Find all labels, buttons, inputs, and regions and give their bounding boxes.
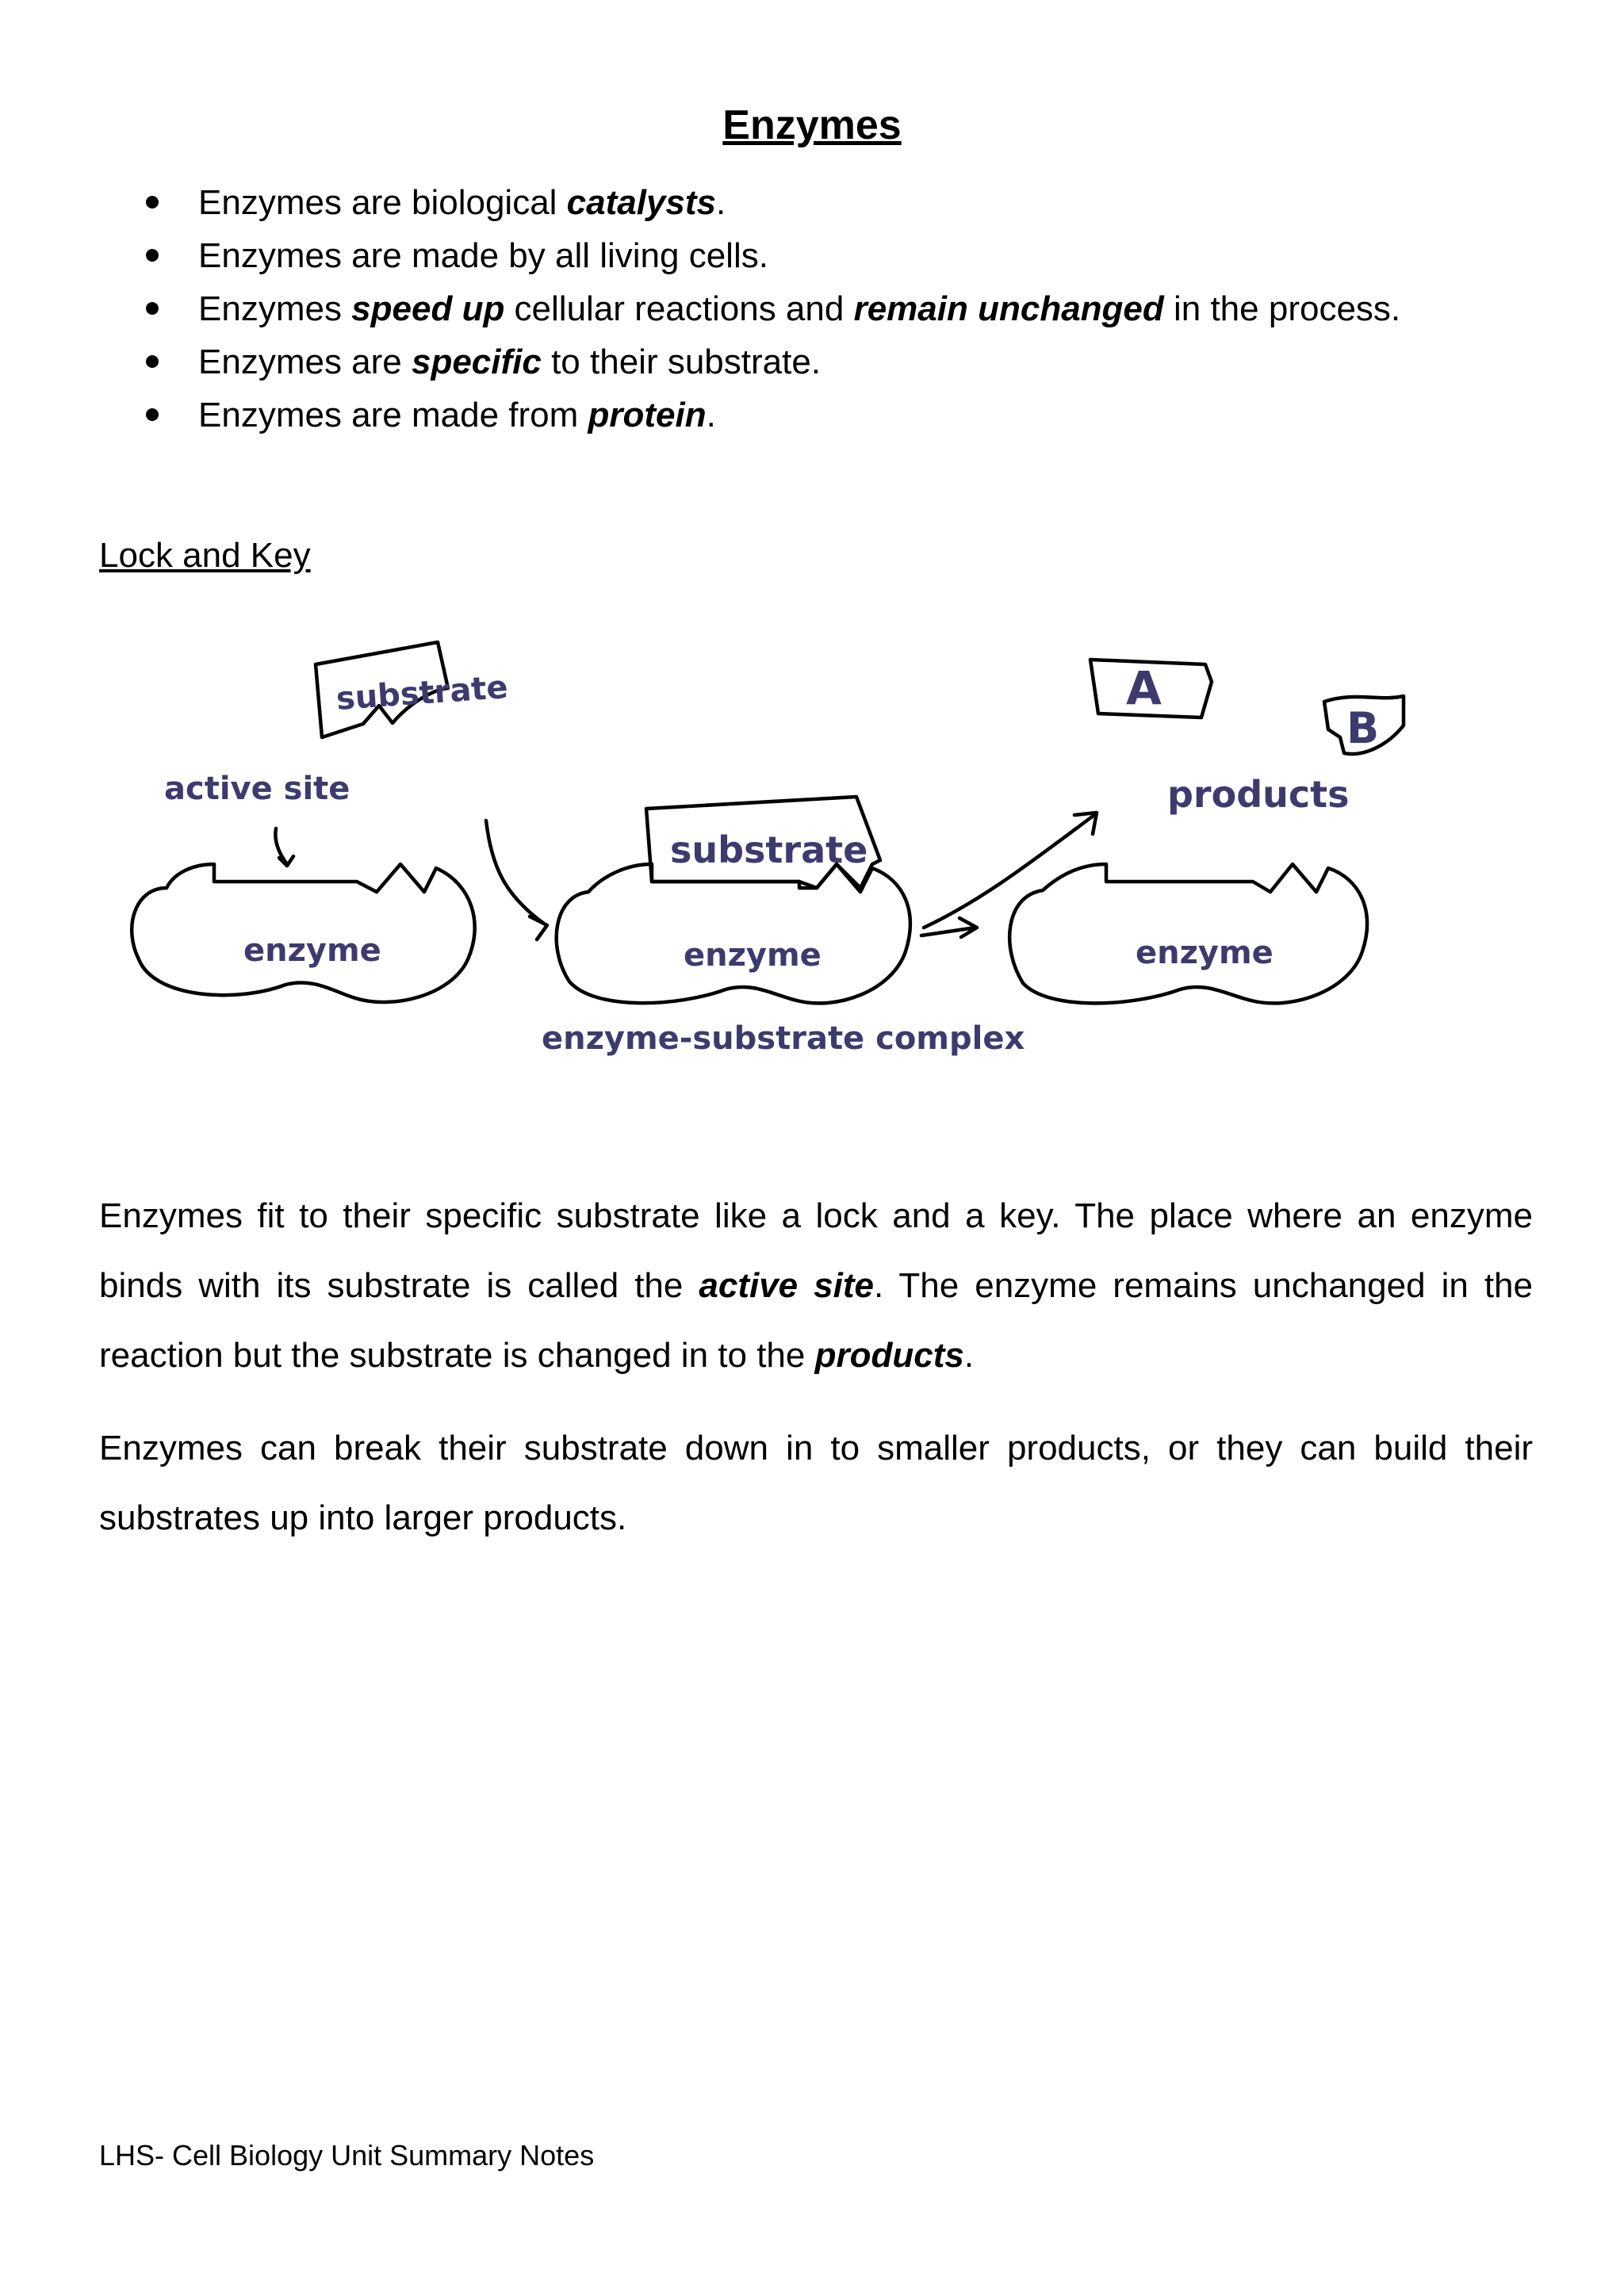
bullet-text: Enzymes are made from	[198, 396, 588, 434]
list-item	[143, 335, 1491, 388]
paragraph-text: .	[963, 1336, 975, 1375]
bullet-text: Enzymes are made by all living cells.	[198, 236, 768, 275]
bullet-emphasis: catalysts	[566, 183, 717, 222]
complex-substrate-label: substrate	[670, 828, 868, 871]
list-item	[143, 176, 1491, 229]
bullet-text: to their substrate.	[541, 342, 822, 381]
bullet-list	[143, 176, 1491, 442]
paragraph-emphasis: active site	[699, 1266, 874, 1305]
bullet-text: .	[716, 183, 726, 222]
substrate-label: substrate	[335, 668, 509, 718]
footer-text: LHS- Cell Biology Unit Summary Notes	[99, 2139, 595, 2172]
bullet-text: Enzymes are	[198, 342, 412, 381]
bullet-emphasis: speed up	[351, 289, 505, 328]
paragraph-lock-and-key	[99, 1181, 1533, 1391]
bullet-emphasis: remain unchanged	[853, 289, 1164, 328]
enzyme-label: enzyme	[1136, 935, 1274, 971]
bullet-text: cellular reactions and	[504, 289, 854, 328]
active-site-label: active site	[164, 771, 350, 807]
bullet-text: Enzymes	[198, 289, 352, 328]
list-item	[143, 229, 1491, 282]
paragraph-break-build: Enzymes can break their substrate down in to smaller products, or they can build their substrates up into larger products.	[99, 1429, 1533, 1537]
enzyme-shape	[1009, 864, 1367, 1003]
bullet-emphasis: protein	[588, 396, 707, 434]
paragraph-text: Enzymes fit to their specific substrate like a lock and a key. The place where an enzyme binds with its substrate is called the	[99, 1196, 1533, 1305]
page-title: Enzymes	[722, 102, 902, 148]
enzyme-label: enzyme	[243, 932, 381, 969]
lock-and-key-diagram	[119, 626, 1427, 1070]
list-item	[143, 388, 1491, 442]
section-heading: Lock and Key	[99, 536, 311, 575]
complex-label: enzyme-substrate complex	[542, 1020, 1025, 1057]
product-a-label: A	[1126, 661, 1162, 715]
paragraph-text: . The enzyme remains unchanged in the reaction but the substrate is changed in to the	[99, 1266, 1533, 1375]
bullet-text: .	[706, 396, 716, 434]
enzyme-label: enzyme	[684, 937, 822, 974]
bullet-emphasis: specific	[411, 342, 542, 381]
products-label: products	[1167, 773, 1350, 816]
list-item	[143, 282, 1491, 335]
paragraph-emphasis: products	[814, 1336, 964, 1375]
bullet-text: Enzymes are biological	[198, 183, 567, 222]
product-b-label: B	[1346, 703, 1380, 753]
bullet-text: in the process.	[1163, 289, 1401, 328]
